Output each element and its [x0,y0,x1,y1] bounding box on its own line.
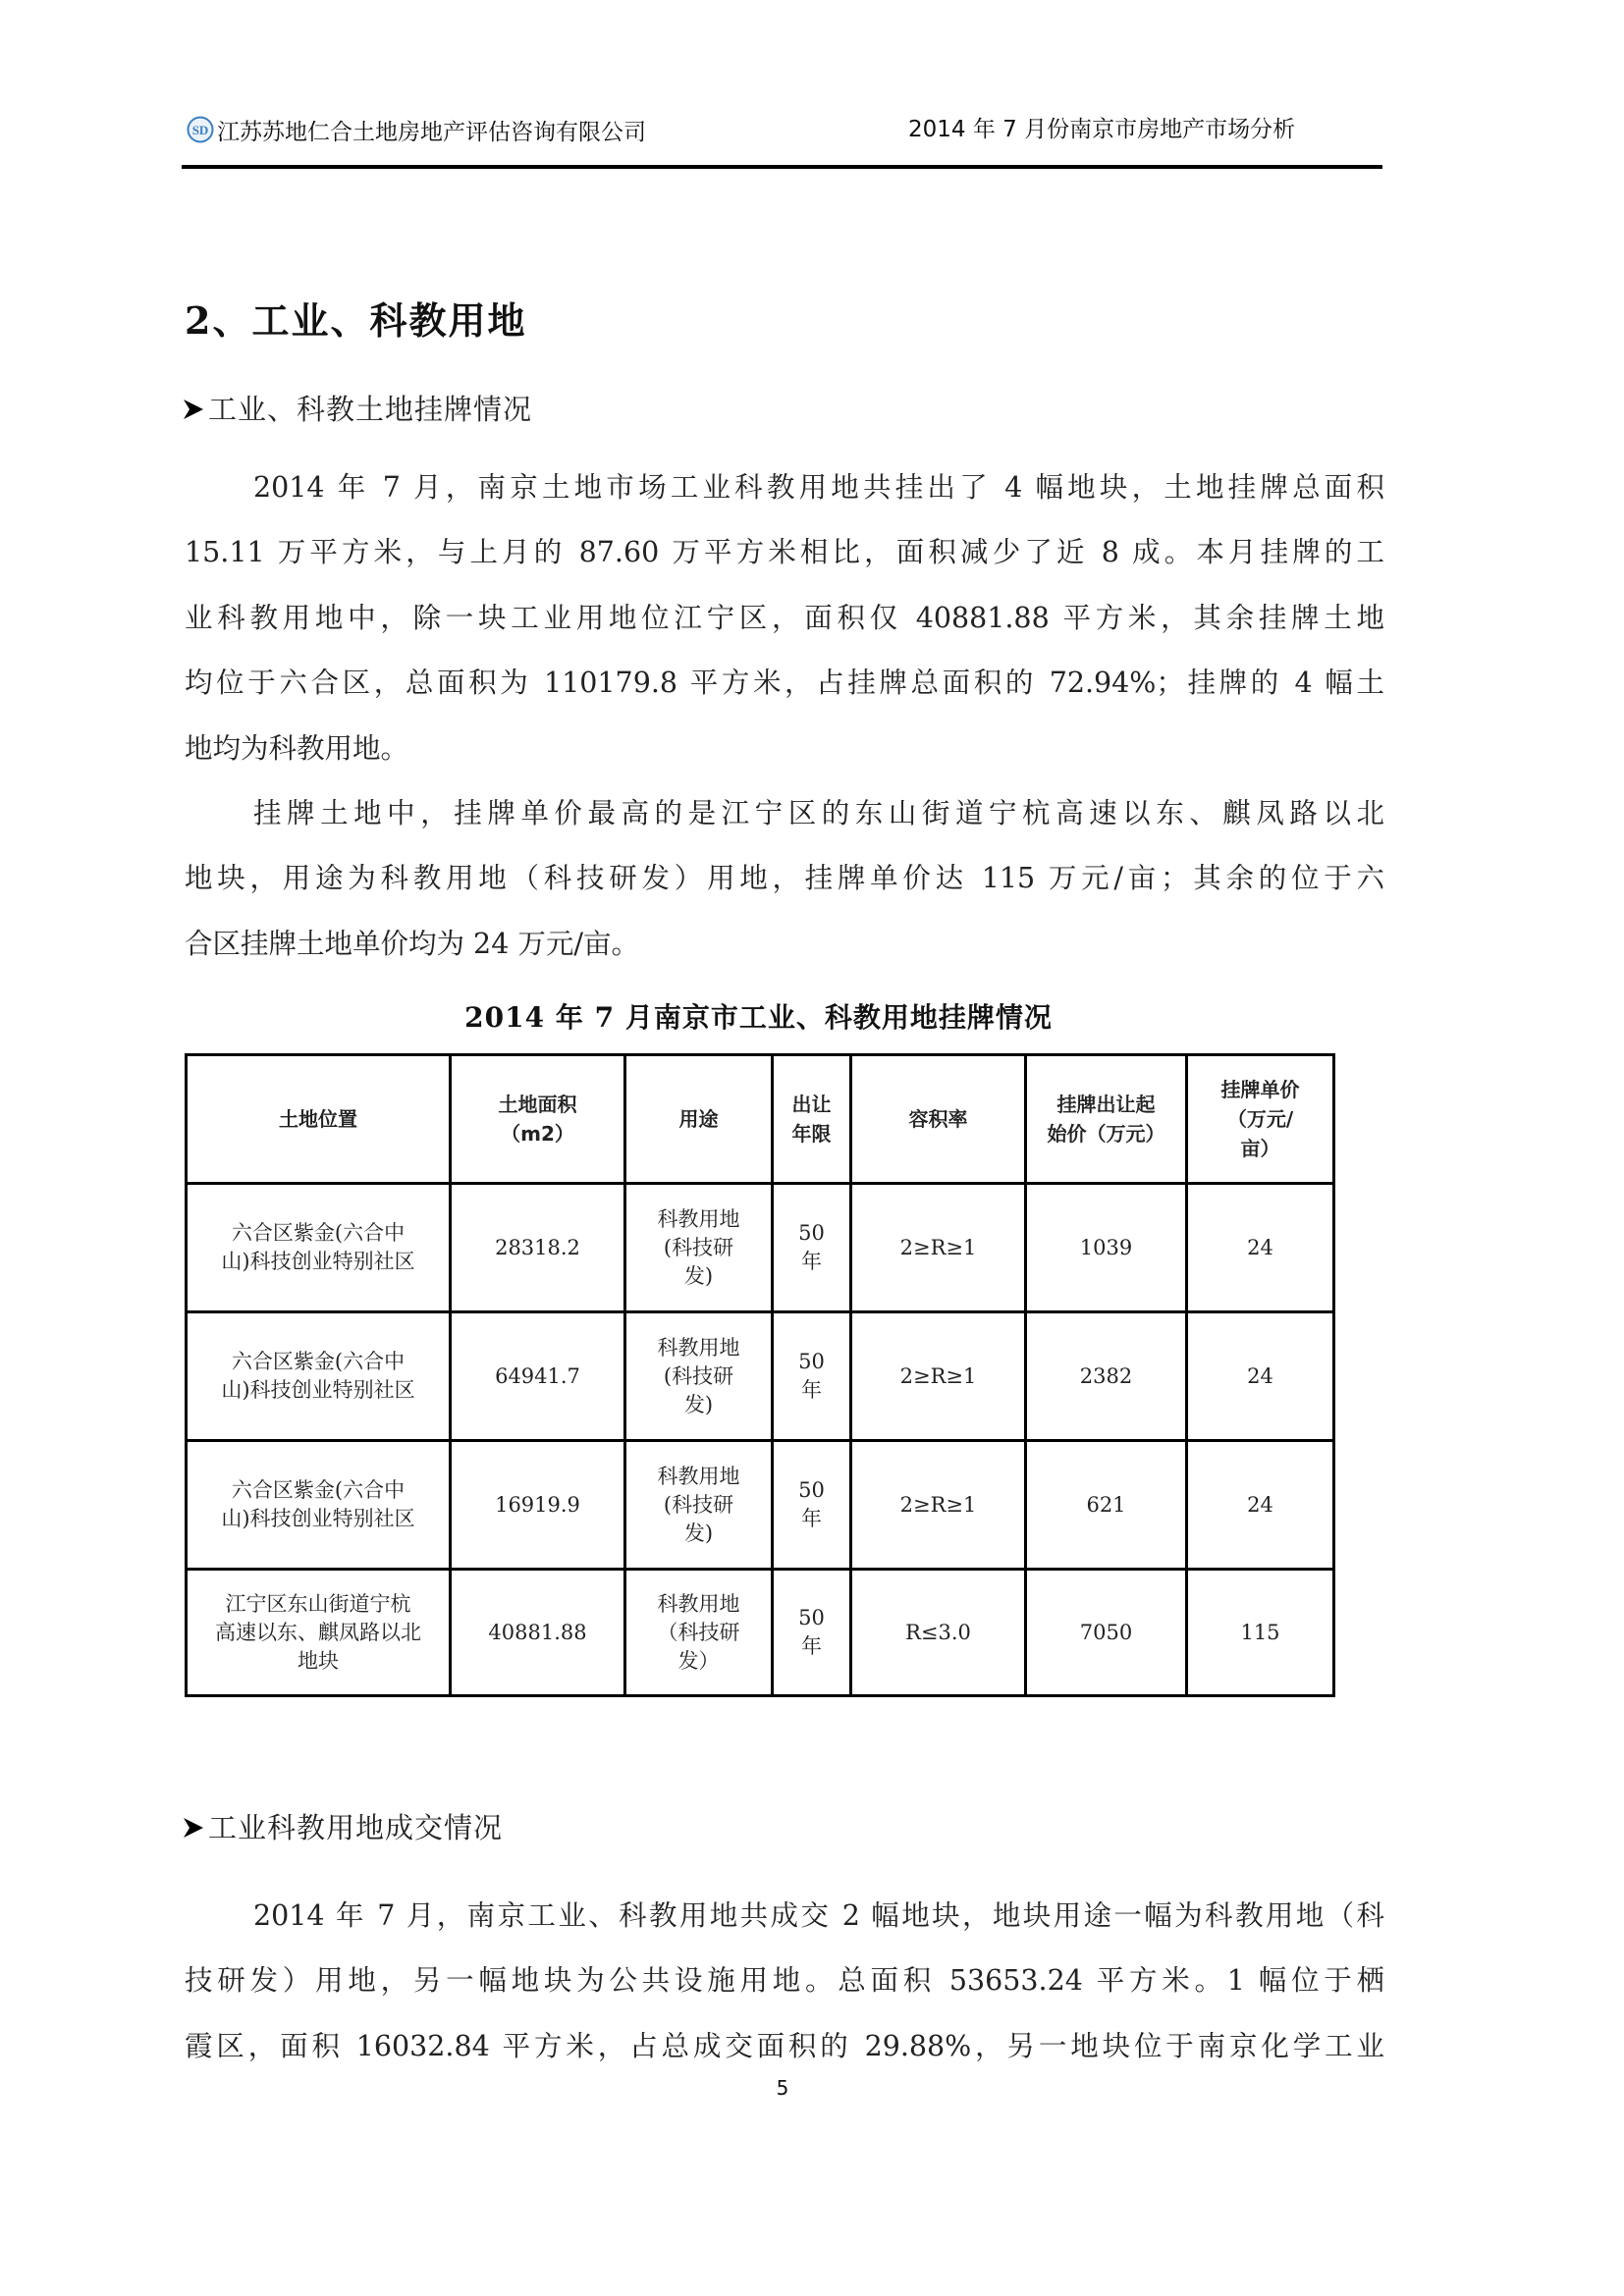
paragraph-line: 挂牌土地中，挂牌单价最高的是江宁区的东山街道宁杭高速以东、麒凤路以北 [253,797,1384,829]
cell-use: 科教用地 (科技研 发) [625,1312,773,1441]
table-header-row [187,1055,1334,1184]
subheading-listing [183,390,532,429]
cell-location: 江宁区东山街道宁杭 高速以东、麒凤路以北 地块 [187,1570,451,1696]
cell-start-price: 7050 [1026,1570,1187,1696]
paragraph-line: 2014 年 7 月，南京工业、科教用地共成交 2 幅地块，地块用途一幅为科教用地（科 [253,1899,1384,1932]
cell-term: 50 年 [773,1441,851,1570]
header-term: 出让 年限 [773,1055,851,1184]
cell-unit-price: 24 [1187,1441,1334,1570]
cell-far: 2≥R≥1 [851,1441,1026,1570]
paragraph-line: 业科教用地中，除一块工业用地位江宁区，面积仅 40881.88 平方米，其余挂牌土地 [185,601,1384,634]
cell-use: 科教用地 (科技研 发) [625,1184,773,1312]
subheading-transaction-text: 工业科教用地成交情况 [208,1811,504,1844]
header-divider [182,165,1382,169]
arrow-bullet-icon [183,398,204,421]
cell-far: 2≥R≥1 [851,1312,1026,1441]
cell-area: 64941.7 [451,1312,625,1441]
table-row [187,1570,1334,1696]
header-start-price: 挂牌出让起 始价（万元） [1026,1055,1187,1184]
cell-unit-price: 24 [1187,1184,1334,1312]
table-row [187,1441,1334,1570]
cell-term: 50 年 [773,1184,851,1312]
cell-unit-price: 24 [1187,1312,1334,1441]
cell-use: 科教用地 (科技研 发) [625,1441,773,1570]
paragraph-line: 15.11 万平方米，与上月的 87.60 万平方米相比，面积减少了近 8 成。本月挂牌的工 [185,536,1384,569]
cell-start-price: 621 [1026,1441,1187,1570]
page-number: 5 [776,2076,789,2100]
subheading-listing-text: 工业、科教土地挂牌情况 [208,393,533,426]
table-row [187,1184,1334,1312]
paragraph-line: 2014 年 7 月，南京土地市场工业科教用地共挂出了 4 幅地块，土地挂牌总面积 [253,471,1384,504]
cell-use: 科教用地 （科技研 发） [625,1570,773,1696]
cell-start-price: 2382 [1026,1312,1187,1441]
cell-term: 50 年 [773,1312,851,1441]
paragraph-transaction [185,1884,1384,2079]
cell-far: R≤3.0 [851,1570,1026,1696]
paragraph-line: 地块，用途为科教用地（科技研发）用地，挂牌单价达 115 万元/亩；其余的位于六 [185,862,1384,895]
header-location: 土地位置 [187,1055,451,1184]
page-header-company [187,114,646,145]
paragraph-line: 地均为科教用地。 [185,731,409,765]
table-row [187,1312,1334,1441]
logo-text: SD [191,123,209,137]
cell-start-price: 1039 [1026,1184,1187,1312]
paragraph-line: 均位于六合区，总面积为 110179.8 平方米，占挂牌总面积的 72.94%；挂牌的 4 幅土 [185,667,1384,700]
paragraph-line: 技研发）用地，另一幅地块为公共设施用地。总面积 53653.24 平方米。1 幅位于栖 [185,1964,1384,1998]
cell-location: 六合区紫金(六合中 山)科技创业特别社区 [187,1184,451,1312]
cell-far: 2≥R≥1 [851,1184,1026,1312]
cell-unit-price: 115 [1187,1570,1334,1696]
listing-table [185,1053,1335,1697]
cell-area: 28318.2 [451,1184,625,1312]
cell-area: 16919.9 [451,1441,625,1570]
subheading-transaction [183,1808,503,1847]
company-logo-icon [187,116,214,143]
section-title: 2、工业、科教用地 [185,298,527,343]
company-name: 江苏苏地仁合土地房地产评估咨询有限公司 [217,119,646,145]
header-unit-price: 挂牌单价 （万元/ 亩） [1187,1055,1334,1184]
cell-area: 40881.88 [451,1570,625,1696]
header-use: 用途 [625,1055,773,1184]
paragraph-line: 霞区，面积 16032.84 平方米，占总成交面积的 29.88%，另一地块位于南京化学工业 [185,2029,1384,2062]
header-far: 容积率 [851,1055,1026,1184]
table-title: 2014 年 7 月南京市工业、科教用地挂牌情况 [464,1001,1053,1034]
paragraph-line: 合区挂牌土地单价均为 24 万元/亩。 [185,927,639,960]
cell-location: 六合区紫金(六合中 山)科技创业特别社区 [187,1441,451,1570]
arrow-bullet-icon [183,1816,204,1840]
report-title: 2014 年 7 月份南京市房地产市场分析 [908,117,1296,142]
paragraph-listing-price [185,781,1384,977]
paragraph-listing-summary [185,455,1384,781]
header-area: 土地面积 （m2） [451,1055,625,1184]
cell-term: 50 年 [773,1570,851,1696]
cell-location: 六合区紫金(六合中 山)科技创业特别社区 [187,1312,451,1441]
